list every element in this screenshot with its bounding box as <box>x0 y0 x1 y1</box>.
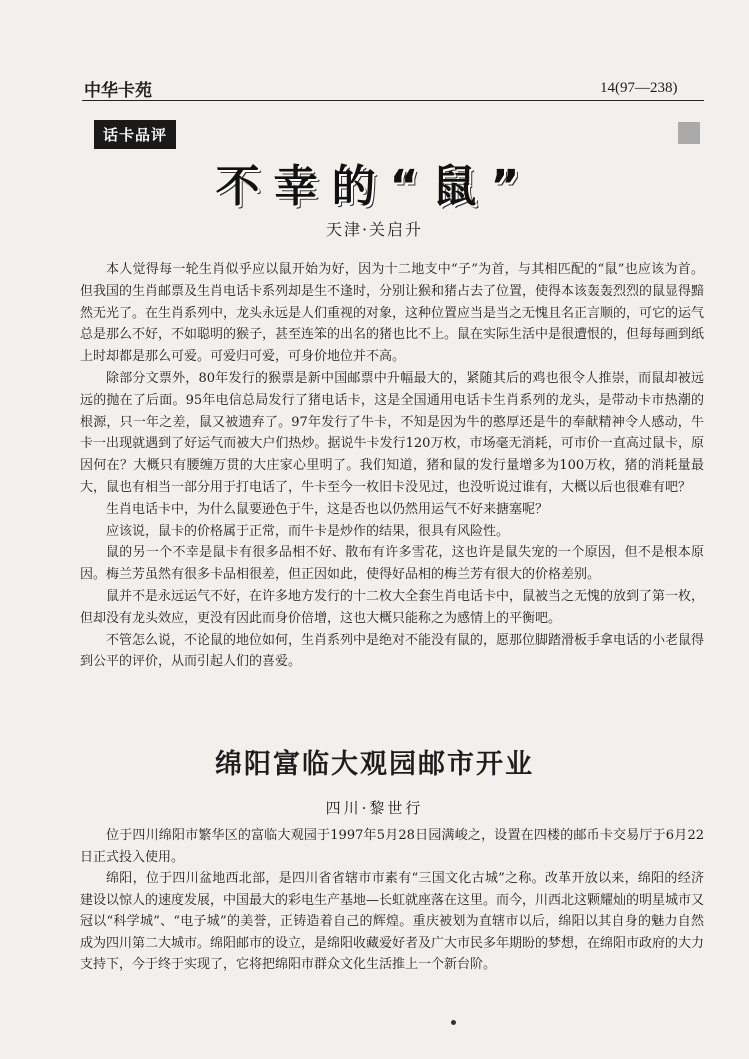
article-body <box>80 259 704 673</box>
article-byline: 天津·关启升 <box>325 220 424 239</box>
header-divider <box>82 100 704 101</box>
paragraph: 绵阳，位于四川盆地西北部，是四川省省辖市市素有“三国文化古城”之称。改革开放以来，绵阳的经济建设以惊人的速度发展，中国最大的彩电生产基地—长虹就座落在这里。而今，川西北这颗耀灿的明星城市又冠以“科学城”、“电子城”的美誉，正铸造着自己的辉煌。重庆被划为直辖市以后，绵阳以其自身的魅力自然成为四川第二大城市。绵阳邮市的设立，是绵阳收藏爱好者及广大市民多年期盼的梦想，在绵阳市政府的大力支持下，今于终于实现了，它将把绵阳市群众文化生活推上一个新台阶。 <box>80 871 705 972</box>
second-article-byline: 四川·黎世行 <box>325 799 424 817</box>
paragraph: 位于四川绵阳市繁华区的富临大观园于1997年5月28日园满峻之，设置在四楼的邮币卡交易厅于6月22日正式投入使用。 <box>80 828 704 865</box>
paragraph: 生肖电话卡中，为什么鼠要逊色于牛，这是否也以仍然用运气不好来搪塞呢？ <box>106 501 549 517</box>
second-article-body <box>80 825 704 976</box>
paragraph: 除部分文票外，80年发行的猴票是新中国邮票中升幅最大的，紧随其后的鸡也很令人推崇，而鼠却被远远的抛在了后面。95年电信总局发行了猪电话卡，这是全国通用电话卡生肖系列的龙头，是带动卡市热潮的根源，只一年之差，鼠又被遗弃了。97年发行了牛卡，不知是因为牛的憨厚还是牛的奉献精神令人感动，牛卡一出现就遇到了好运气而被大户们热炒。据说牛卡发行120万枚，市场毫无消耗，可市价一直高过鼠卡，原因何在？大概只有腰缠万贯的大庄家心里明了。我们知道，猪和鼠的发行量增多为100万枚，猪的消耗量最大，鼠也有相当一部分用于打电话了，牛卡至今一枚旧卡没见过，也没听说过谁有，大概以后也很难有吧？ <box>80 370 704 495</box>
article-title: 不幸的“鼠” <box>215 161 534 212</box>
second-article-title: 绵阳富临大观园邮市开业 <box>215 749 534 780</box>
corner-mark <box>678 122 700 144</box>
end-mark <box>451 1020 456 1025</box>
paragraph: 鼠的另一个不幸是鼠卡有很多品相不好、散布有许多雪花，这也许是鼠失宠的一个原因，但不是根本原因。梅兰芳虽然有很多卡品相很差，但正因如此，使得好品相的梅兰芳有很大的价格差别。 <box>80 545 704 583</box>
page-reference: 14(97—238) <box>600 80 678 96</box>
paragraph: 应该说，鼠卡的价格属于正常，而牛卡是炒作的结果，很具有风险性。 <box>106 523 510 539</box>
section-tag: 话卡品评 <box>94 120 176 149</box>
paragraph: 不管怎么说，不论鼠的地位如何，生肖系列中是绝对不能没有鼠的，愿那位脚踏滑板手拿电话的小老鼠得到公平的评价，从而引起人们的喜爱。 <box>80 632 705 670</box>
magazine-name: 中华卡苑 <box>84 81 152 101</box>
paragraph: 鼠并不是永远运气不好，在许多地方发行的十二枚大全套生肖电话卡中，鼠被当之无愧的放到了第一枚，但却没有龙头效应，更没有因此而身价倍增，这也大概只能称之为感情上的平衡吧。 <box>80 588 705 626</box>
paragraph: 本人觉得每一轮生肖似乎应以鼠开始为好，因为十二地支中“子”为首，与其相匹配的“鼠”也应该为首。但我国的生肖邮票及生肖电话卡系列却是生不逢时，分别让猴和猪占去了位置，使得本该轰轰烈烈的鼠显得黯然无光了。在生肖系列中，龙头永远是人们重视的对象，这种位置应当是当之无愧且名正言顺的，可它的运气总是那么不好，不如聪明的猴子，甚至连笨的出名的猪也比不上。鼠在实际生活中是很遭恨的，但每每画到纸上时却都是那么可爱。可爱归可爱，可身价地位并不高。 <box>80 262 705 365</box>
